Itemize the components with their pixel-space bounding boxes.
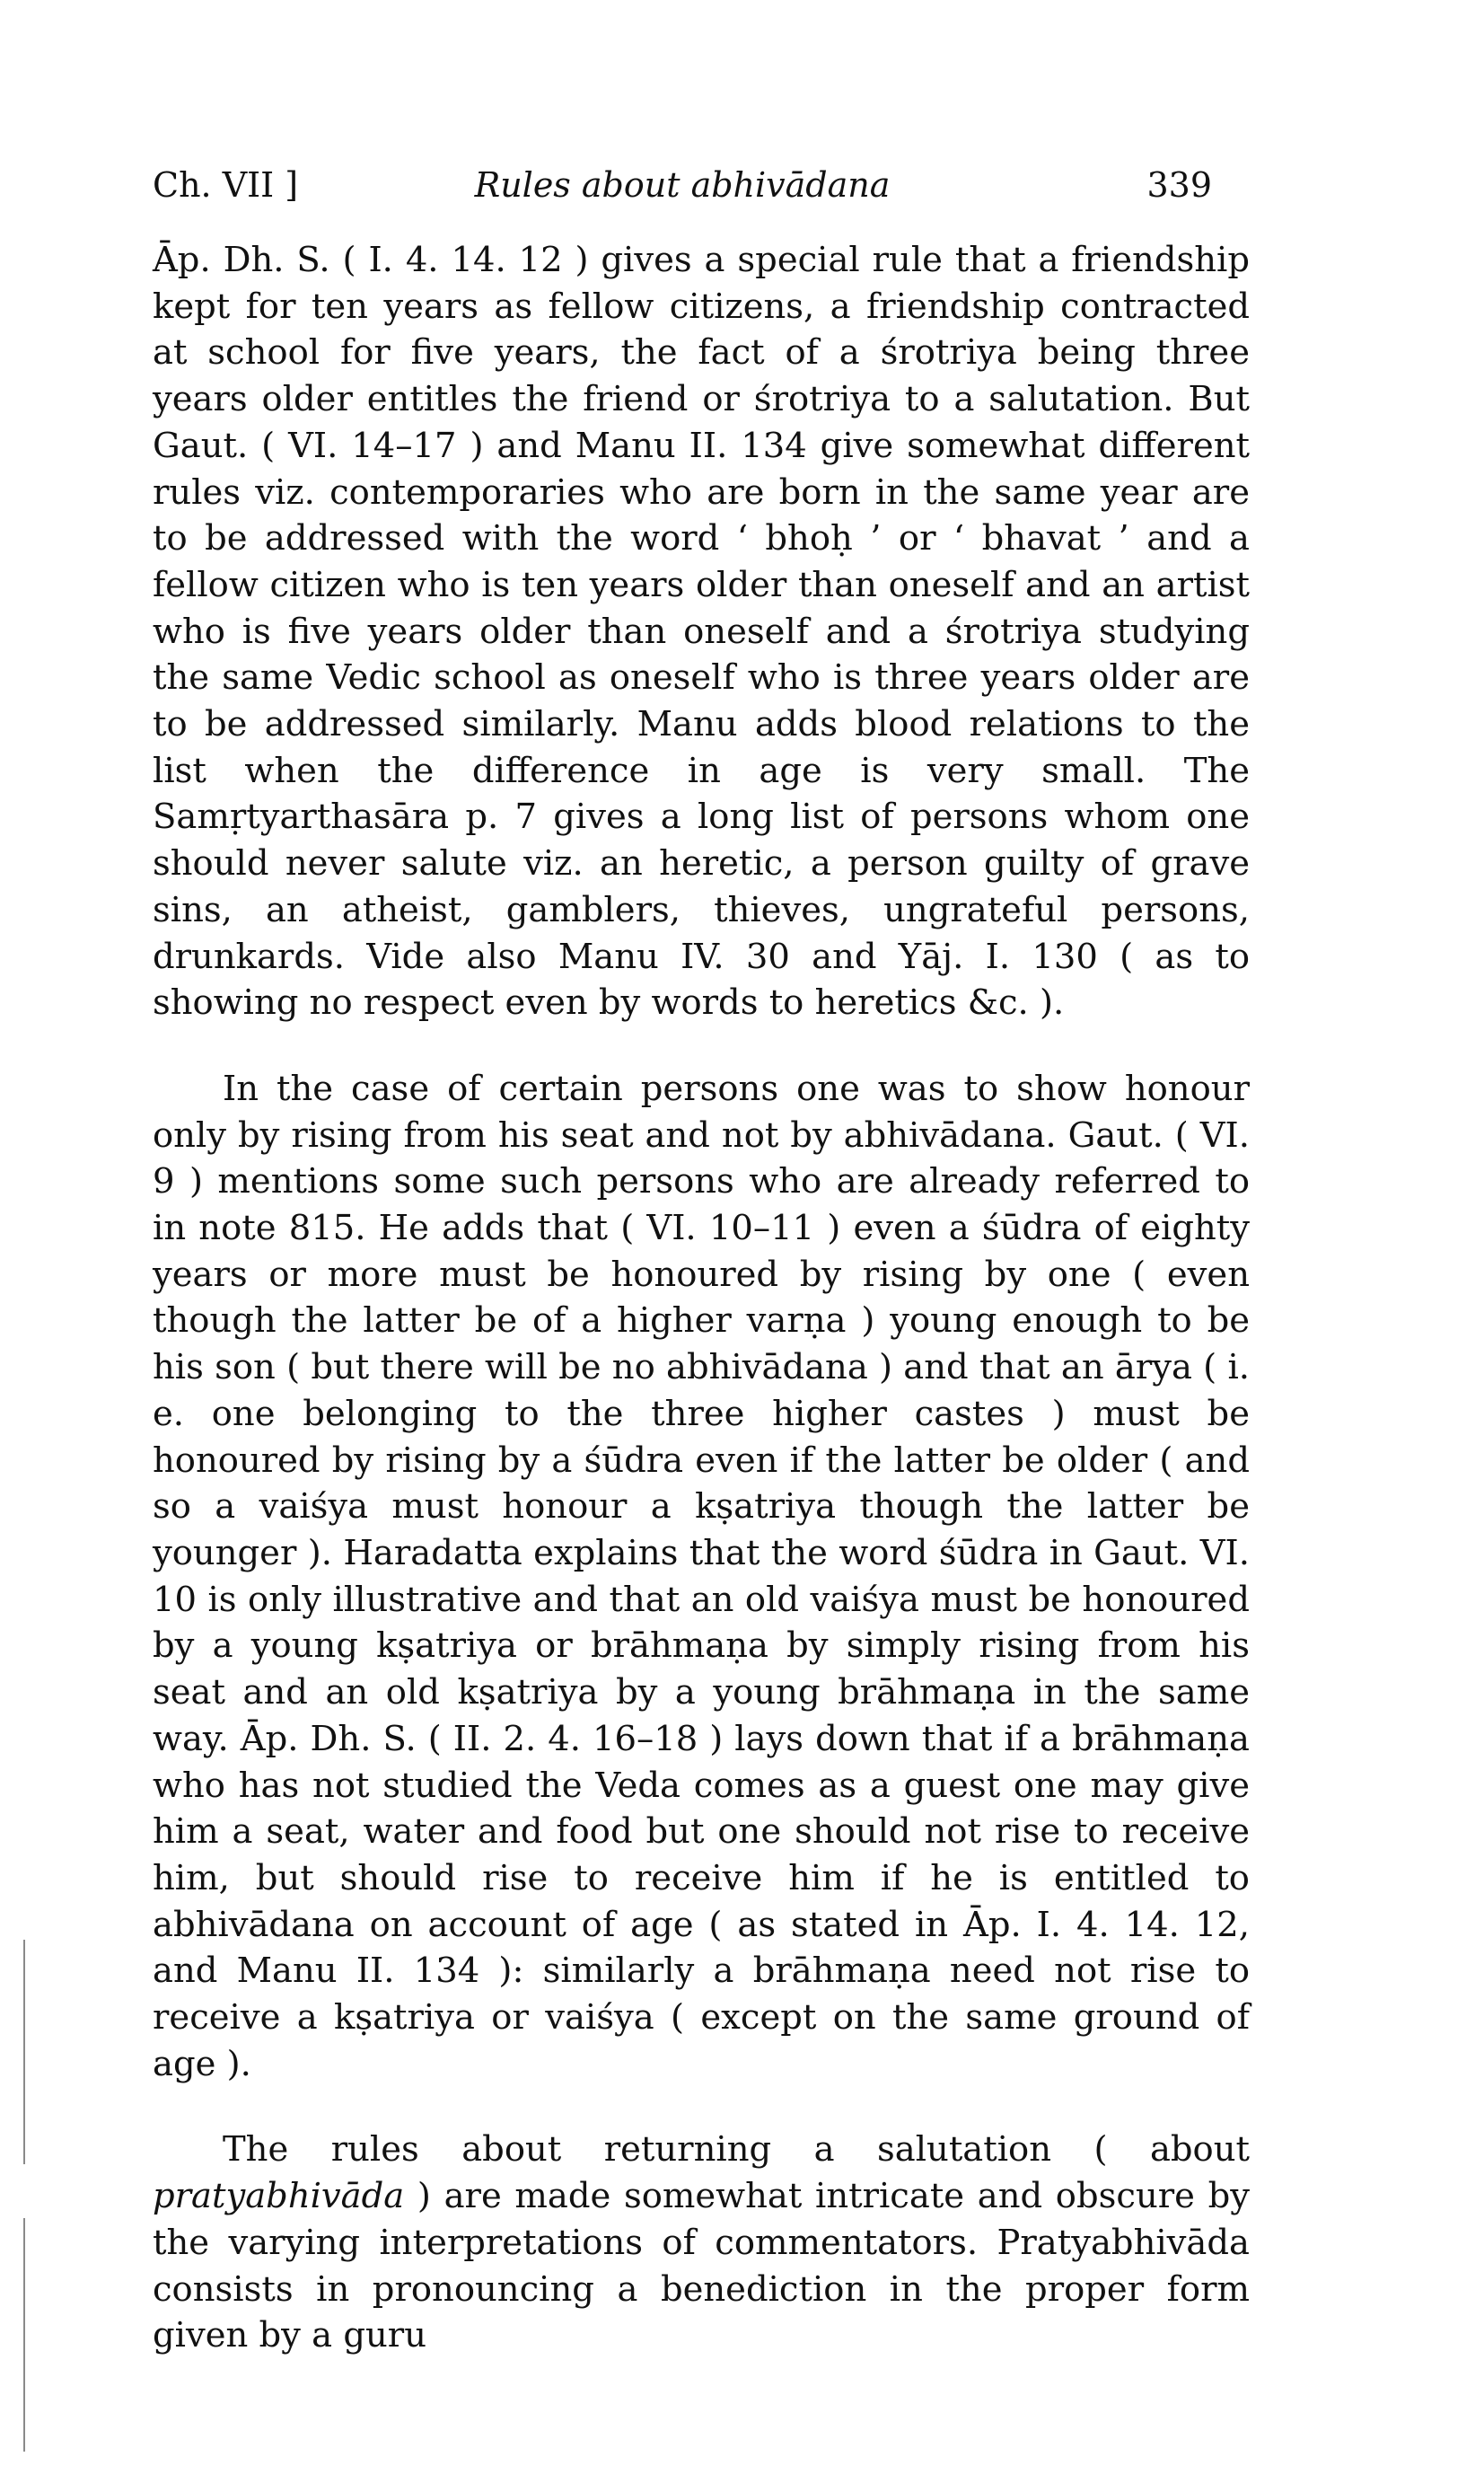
page-number: 339 [1146,165,1212,205]
paragraph-3-lead: The rules about returning a salutation ( about [223,2129,1250,2171]
paragraph-3-term: pratyabhivāda [153,2176,405,2217]
paragraph-3-rest: ) are made somewhat intricate and obscure by the varying interpretations of commentators. Pratyabhivāda consists in pronouncing a benediction in the proper form given by a guru [153,2176,1250,2356]
paragraph-3 [153,2127,1250,2359]
running-head [153,158,1212,212]
scan-edge-line [23,1940,25,2164]
scan-edge-line [23,2218,25,2452]
body-text [153,237,1250,2359]
paragraph-1: Āp. Dh. S. ( I. 4. 14. 12 ) gives a special rule that a friendship kept for ten years as fellow citizens, a friendship contracted at school for five years, the fact of a śrotriya being three years older entitles the friend or śrotriya to a salutation. But Gaut. ( VI. 14–17 ) and Manu II. 134 give somewhat different rules viz. contemporaries who are born in the same year are to be addressed with the word ‘ bhoḥ ’ or ‘ bhavat ’ and a fellow citizen who is ten years older than oneself and an artist who is five years older than oneself and a śrotriya studying the same Vedic school as oneself who is three years older are to be addressed similarly. Manu adds blood relations to the list when the difference in age is very small. The Samṛtyarthasāra p. 7 gives a long list of persons whom one should never salute viz. an heretic, a person guilty of grave sins, an atheist, gamblers, thieves, ungrateful persons, drunkards. Vide also Manu IV. 30 and Yāj. I. 130 ( as to showing no respect even by words to heretics &c. ). [153,240,1250,1024]
paragraph-2: In the case of certain persons one was to show honour only by rising from his seat and not by abhivādana. Gaut. ( VI. 9 ) mentions some such persons who are already referred to in note 815. He adds that ( VI. 10–11 ) even a śūdra of eighty years or more must be honoured by rising by one ( even though the latter be of a higher varṇa ) young enough to be his son ( but there will be no abhivādana ) and that an ārya ( i. e. one belonging to the three higher castes ) must be honoured by rising by a śūdra even if the latter be older ( and so a vaiśya must honour a kṣatriya though the latter be younger ). Haradatta explains that the word śūdra in Gaut. VI. 10 is only illustrative and that an old vaiśya must be honoured by a young kṣatriya or brāhmaṇa by simply rising from his seat and an old kṣatriya by a young brāhmaṇa in the same way. Āp. Dh. S. ( II. 2. 4. 16–18 ) lays down that if a brāhmaṇa who has not studied the Veda comes as a guest one may give him a seat, water and food but one should not rise to receive him, but should rise to receive him if he is entitled to abhivādana on account of age ( as stated in Āp. I. 4. 14. 12, and Manu II. 134 ): similarly a brāhmaṇa need not rise to receive a kṣatriya or vaiśya ( except on the same ground of age ). [153,1068,1250,2084]
chapter-label: Ch. VII ] [153,165,299,205]
running-title: Rules about abhivādana [474,165,891,205]
